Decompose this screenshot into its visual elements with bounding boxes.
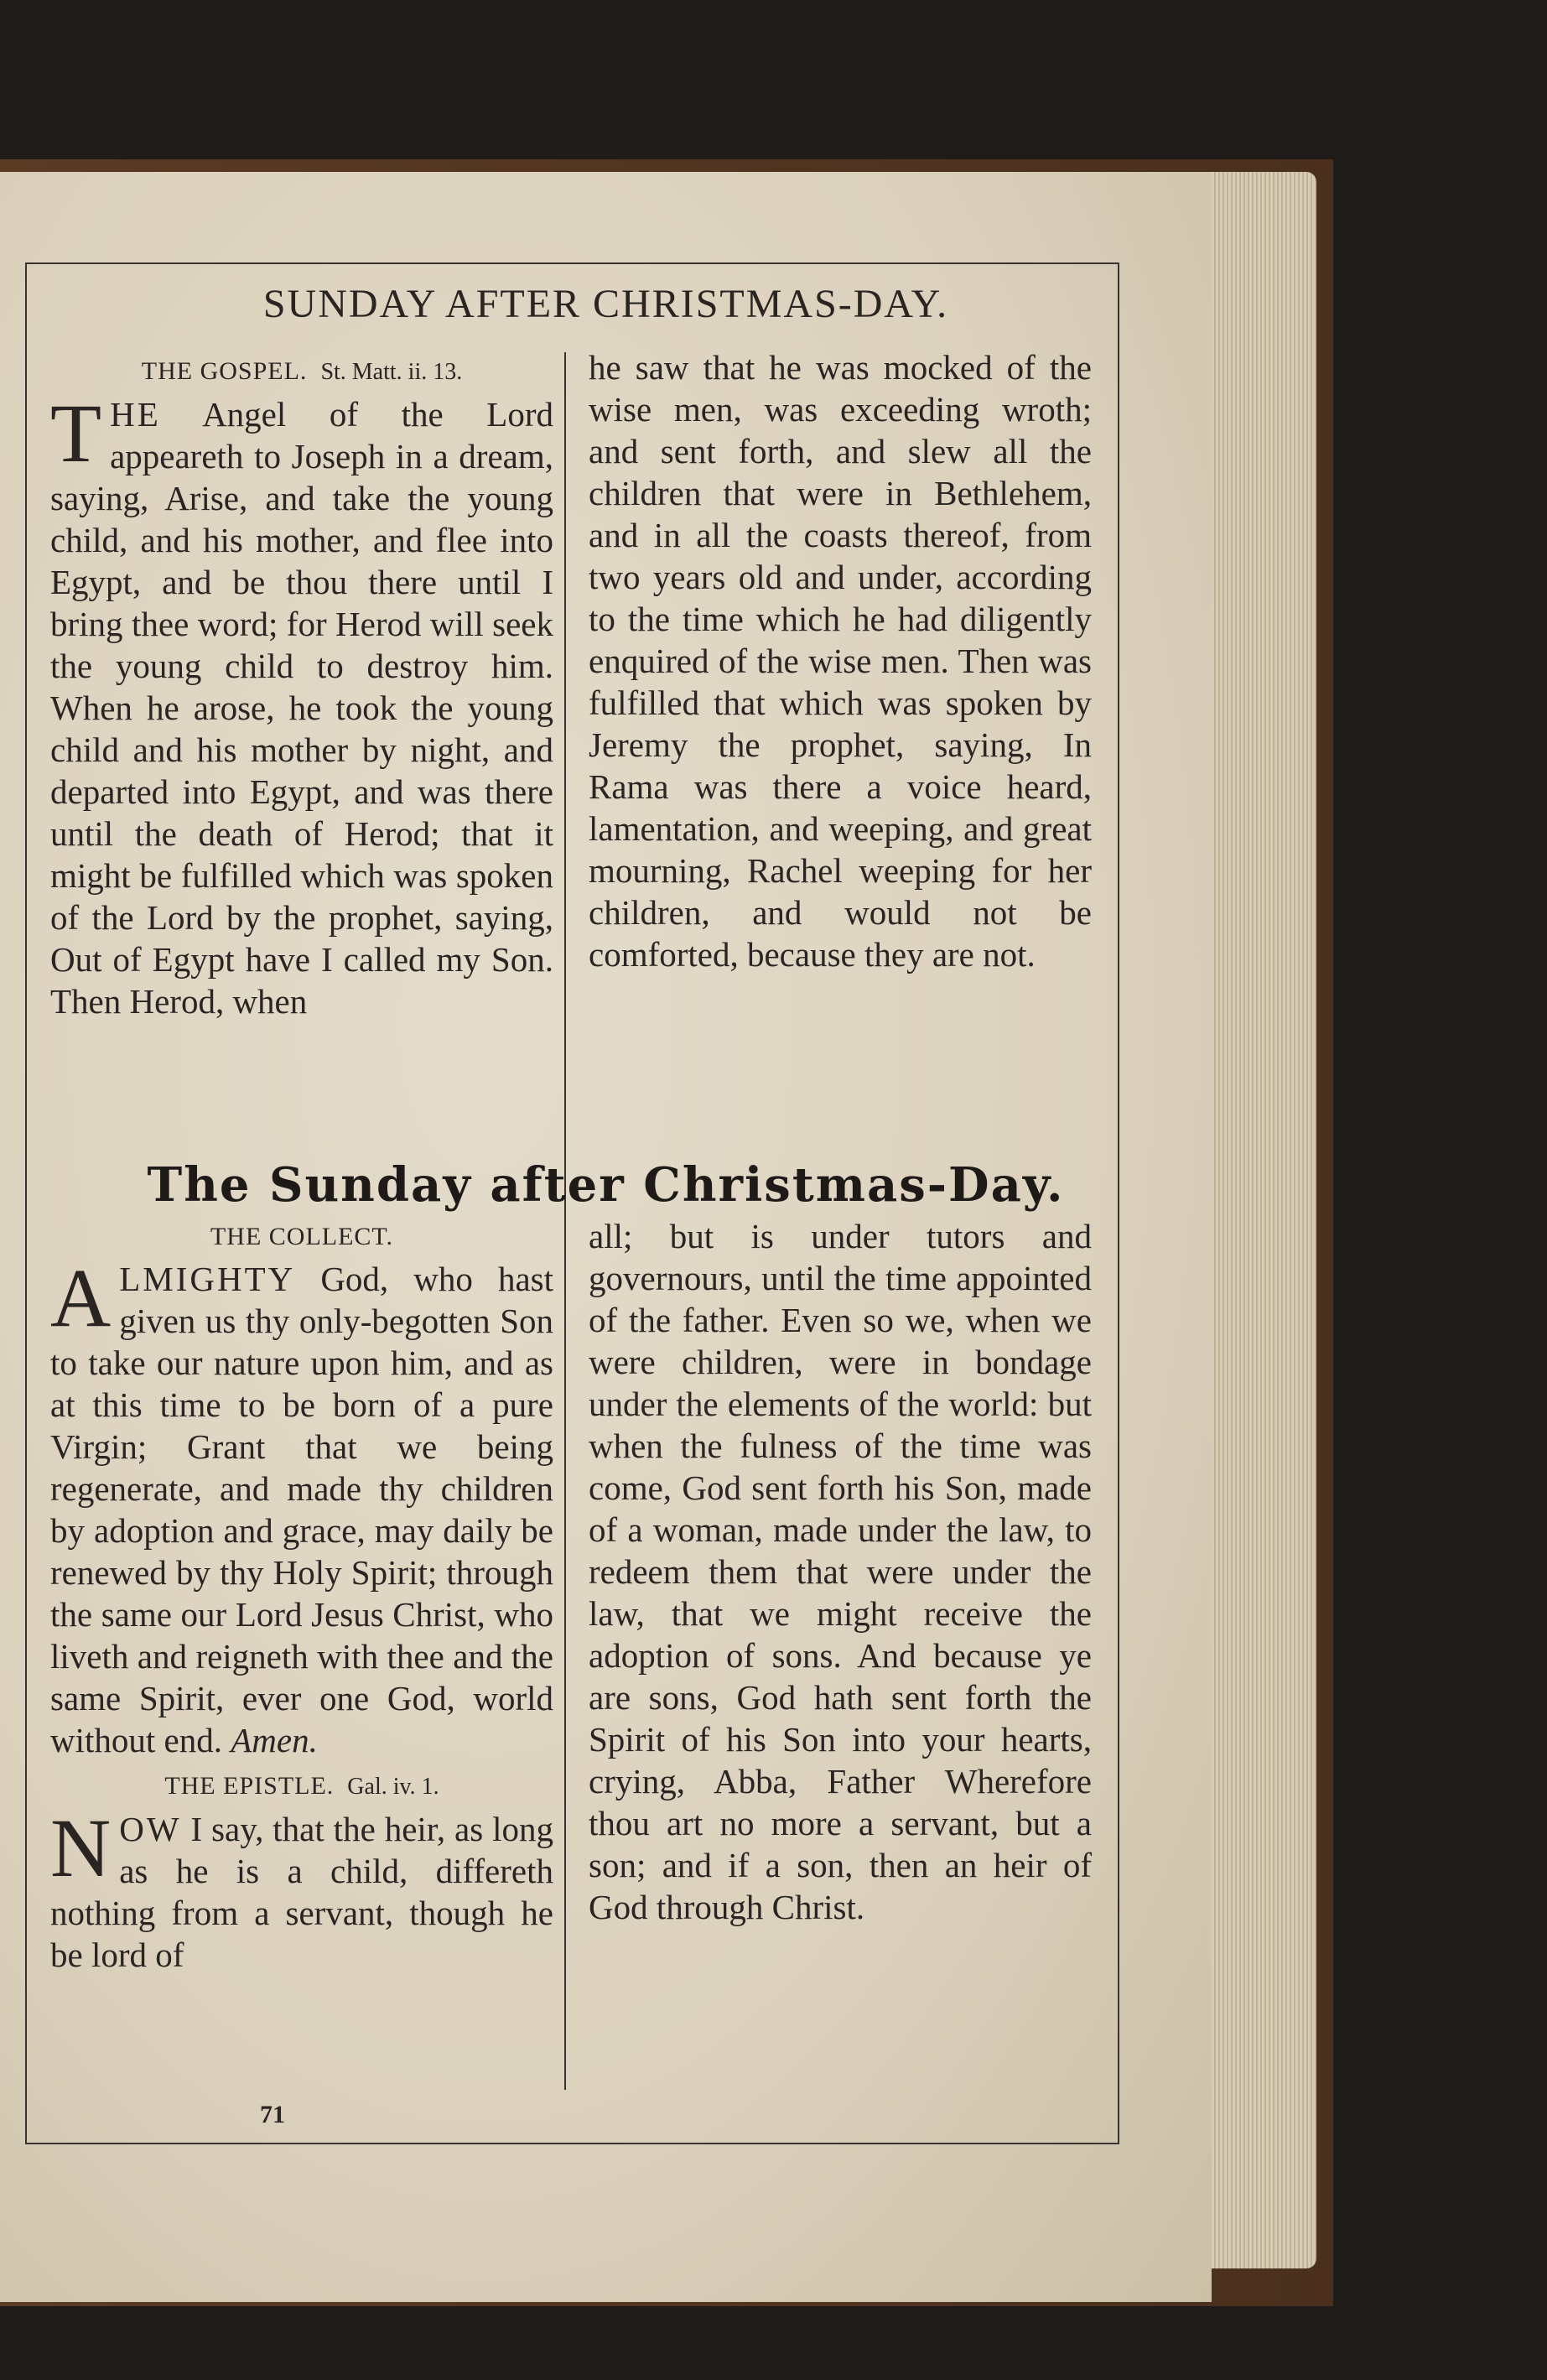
epistle-reference: Gal. iv. 1.	[347, 1774, 439, 1800]
column-divider-bottom	[564, 1230, 566, 2090]
epistle-lead: OW	[119, 1810, 182, 1848]
epistle-paragraph	[50, 1801, 553, 1976]
gospel-left-column	[50, 346, 553, 1022]
epistle-heading	[50, 1761, 553, 1808]
gospel-label: THE GOSPEL.	[141, 357, 308, 385]
collect-text: God, who hast given us thy only-begotten Son to take our nature upon him, and as at this time to be born of a pure Virgin; Grant that we being regenerate, and made thy children by adoption and grace, may daily be renewed by thy Holy Spirit; through the same our Lord Jesus Christ, who liveth and reigneth with thee and the same Spirit, ever one God, world without end.	[50, 1260, 553, 1759]
epistle-left-text: I say, that the heir, as long as he is a child, differeth nothing from a servant, though he be lord of	[50, 1810, 553, 1974]
gospel-left-text: Angel of the Lord appeareth to Joseph in a dream, saying, Arise, and take the young child, and his mother, and flee into Egypt, and be thou there until I bring thee word; for Herod will seek the young child to destroy him. When he arose, he took the young child and his mother by night, and departed into Egypt, and was there until the death of Herod; that it might be fulfilled which was spoken of the Lord by the prophet, saying, Out of Egypt have I called my Son. Then Herod, when	[50, 395, 553, 1021]
collect-label: THE COLLECT.	[210, 1223, 394, 1250]
gospel-paragraph	[50, 387, 553, 1022]
book-page	[0, 172, 1212, 2302]
collect-drop-cap: A	[50, 1251, 112, 1344]
running-head: SUNDAY AFTER CHRISTMAS-DAY.	[262, 282, 949, 326]
epistle-right-text: all; but is under tutors and governours, until the time appointed of the father. Even so we, when we were children, were in bondage under the elements of the world: but when the fulness of the time was come, God sent forth his Son, made of a woman, made under the law, to redeem them that were under the law, that we might receive the adoption of sons. And because ye are sons, God hath sent forth the Spirit of his Son into your hearts, crying, Abba, Father Wherefore thou art no more a servant, but a son; and if a son, then an heir of God through Christ.	[589, 1217, 1092, 1926]
collect-amen: Amen.	[231, 1721, 318, 1759]
page-number: 71	[260, 2101, 285, 2128]
collect-heading	[50, 1212, 553, 1258]
epistle-drop-cap: N	[50, 1801, 112, 1894]
epistle-right-column	[589, 1215, 1092, 1928]
collect-left-column	[50, 1212, 553, 1976]
gospel-right-column	[589, 346, 1092, 975]
gospel-right-text: he saw that he was mocked of the wise men, was exceeding wroth; and sent forth, and slew all the children that were in Bethlehem, and in all the coasts thereof, from two years old and under, according to the time which he had diligently enquired of the wise men. Then was fulfilled that which was spoken by Jeremy the prophet, saying, In Rama was there a voice heard, lamentation, and weeping, and great mourning, Rachel weeping for her children, and would not be comforted, because they are not.	[589, 348, 1092, 974]
gospel-heading	[50, 346, 553, 393]
gospel-drop-cap: T	[50, 387, 102, 480]
gospel-reference: St. Matt. ii. 13.	[320, 359, 463, 385]
epistle-label: THE EPISTLE.	[164, 1772, 335, 1800]
day-title: The Sunday after Christmas-Day.	[147, 1157, 1065, 1213]
gospel-lead: HE	[110, 395, 161, 434]
collect-paragraph	[50, 1251, 553, 1761]
collect-lead: LMIGHTY	[119, 1260, 296, 1298]
